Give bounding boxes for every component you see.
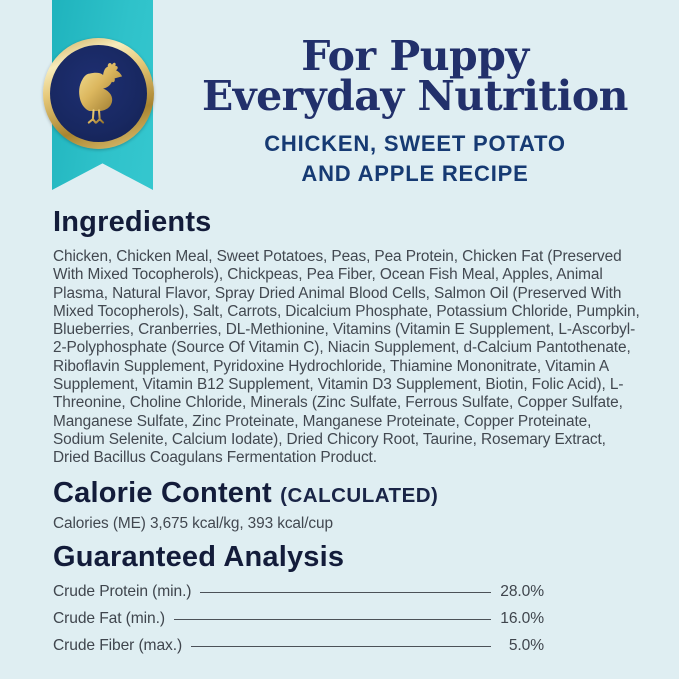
leader-line [191,646,491,647]
ingredients-text: Chicken, Chicken Meal, Sweet Potatoes, Peas, Pea Protein, Chicken Fat (Preserved With Mixed Tocopherols), Chickpeas, Pea Fiber, Ocean Fish Meal, Apples, Animal Plasma, Natural Flavor, Spray Dried Animal Blood Cells, Salmon Oil (Preserved With Mixed Tocopherols), Salt, Carrots, Dicalcium Phosphate, Potassium Chloride, Pumpkin, Blueberries, Cranberries, DL-Methionine, Vitamins (Vitamin E Supplement, L-Ascorbyl-2-Polyphosphate (Source Of Vitamin C), Niacin Supplement, d-Calcium Pantothenate, Riboflavin Supplement, Pyridoxine Hydrochloride, Thiamine Mononitrate, Vitamin A Supplement, Vitamin B12 Supplement, Vitamin D3 Supplement, Biotin, Folic Acid), L-Threonine, Choline Chloride, Minerals (Zinc Sulfate, Ferrous Sulfate, Copper Sulfate, Manganese Sulfate, Zinc Proteinate, Manganese Proteinate, Copper Proteinate, Sodium Selenite, Calcium Iodate), Dried Chicory Root, Taurine, Rosemary Extract, Dried Bacillus Coagulans Fermentation Product. [53,248,640,467]
chicken-icon [65,60,133,128]
calorie-section [53,477,645,533]
guaranteed-analysis-section [53,541,645,660]
analysis-table [53,579,544,660]
analysis-value: 16.0% [500,610,544,628]
analysis-label: Crude Fat (min.) [53,610,165,628]
product-title-line2: Everyday Nutrition [202,72,628,120]
recipe-subtitle-line2: AND APPLE RECIPE [301,161,529,186]
leader-line [200,592,491,593]
recipe-subtitle-line1: CHICKEN, SWEET POTATO [264,131,566,156]
analysis-label: Crude Protein (min.) [53,583,192,601]
calorie-heading: Calorie Content [53,476,272,509]
chicken-badge-inner [50,45,147,142]
analysis-value: 5.0% [508,637,544,655]
chicken-badge [43,38,154,149]
label-content [53,206,645,660]
analysis-heading: Guaranteed Analysis [53,540,345,573]
analysis-value: 28.0% [500,583,544,601]
leader-line [174,619,491,620]
analysis-row-protein [53,579,544,606]
ingredients-heading: Ingredients [53,206,212,238]
calorie-values: Calories (ME) 3,675 kcal/kg, 393 kcal/cup [53,514,333,532]
header [158,32,672,189]
analysis-label: Crude Fiber (max.) [53,637,183,655]
product-title-line1: For Puppy [301,32,529,80]
calorie-heading-suffix: (CALCULATED) [280,483,439,507]
analysis-row-fat [53,606,544,633]
analysis-row-fiber [53,633,544,660]
